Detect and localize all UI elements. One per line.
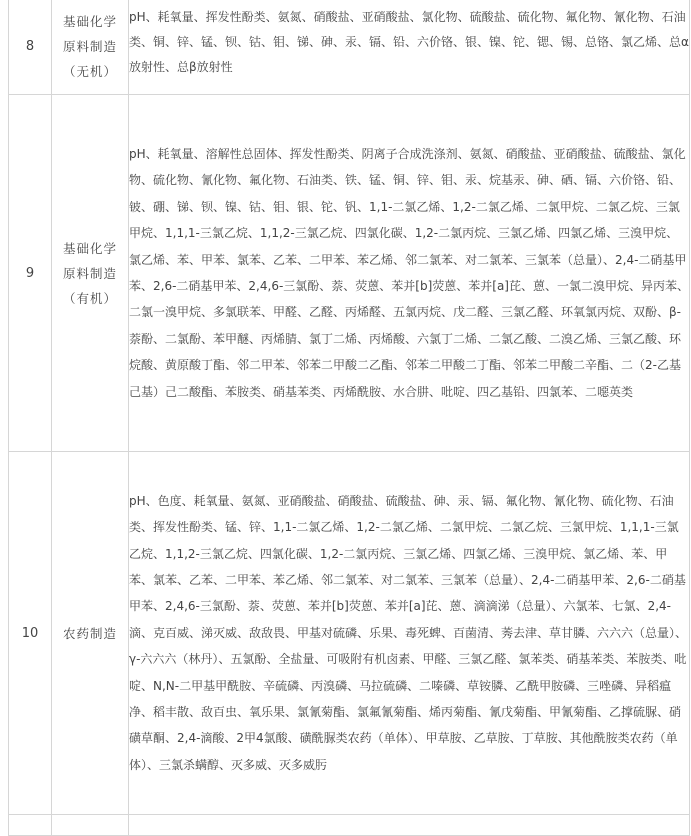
table-row [9, 815, 690, 836]
category-line: 农药制造 [62, 625, 117, 641]
category-line: （无机） [62, 64, 117, 79]
monitoring-items-table [8, 0, 690, 836]
monitoring-items-empty [129, 815, 690, 836]
category-line: 基础化学 [62, 240, 117, 256]
row-index: 9 [9, 95, 52, 452]
category-line: 原料制造 [62, 265, 117, 281]
row-index: 10 [9, 452, 52, 815]
category-line: （有机） [62, 290, 117, 306]
monitoring-items-text: pH、色度、耗氧量、氨氮、亚硝酸盐、硝酸盐、硫酸盐、砷、汞、镉、氟化物、氰化物、硫化物、石油类、挥发性酚类、锰、锌、1,1-二氯乙烯、1,2-二氯乙烯、二氯甲烷、二氯乙烷、三氯甲烷、1,1,1-三氯乙烷、1,1,2-三氯乙烷、四氯化碳、1,2-二氯丙烷、三氯乙烯、四氯乙烯、三溴甲烷、氯乙烯、苯、甲苯、氯苯、乙苯、二甲苯、苯乙烯、邻二氯苯、对二氯苯、三氯苯（总量）、2,4-二硝基甲苯、2,6-二硝基甲苯、2,4,6-三氯酚、萘、荧蒽、苯并[b]荧蒽、苯并[a]芘、蒽、滴滴涕（总量）、六氯苯、七氯、2,4-滴、克百威、涕灭威、敌敌畏、甲基对硫磷、乐果、毒死蜱、百菌清、莠去津、草甘膦、六六六（总量）、γ-六六六（林丹）、五氯酚、全盐量、可吸附有机卤素、甲醛、三氯乙醛、氯苯类、硝基苯类、苯胺类、吡啶、N,N-二甲基甲酰胺、辛硫磷、丙溴磷、马拉硫磷、二嗪磷、草铵膦、乙酰甲胺磷、三唑磷、异稻瘟净、稻丰散、敌百虫、氧乐果、氯氰菊酯、氯氟氰菊酯、烯丙菊酯、氰戊菊酯、甲氰菊酯、乙撑硫脲、硝磺草酮、2,4-滴酸、2甲4氯酸、磺酰脲类农药（单体）、甲草胺、乙草胺、丁草胺、其他酰胺类农药（单体）、三氯杀螨醇、灭多威、灭多威肟 [129, 493, 688, 772]
monitoring-items-text: pH、耗氧量、溶解性总固体、挥发性酚类、阴离子合成洗涤剂、氨氮、硝酸盐、亚硝酸盐、硫酸盐、氯化物、硫化物、氰化物、氟化物、石油类、铁、锰、铜、锌、钼、汞、烷基汞、砷、硒、镉、六价铬、铅、铍、硼、锑、钡、镍、钴、钼、银、铊、钒、1,1-二氯乙烯、1,2-二氯乙烯、二氯甲烷、二氯乙烷、三氯甲烷、1,1,1-三氯乙烷、1,1,2-三氯乙烷、四氯化碳、1,2-二氯丙烷、三氯乙烯、四氯乙烯、三溴甲烷、氯乙烯、苯、甲苯、氯苯、乙苯、二甲苯、苯乙烯、邻二氯苯、对二氯苯、三氯苯（总量）、2,4-二硝基甲苯、2,6-二硝基甲苯、2,4,6-三氯酚、萘、荧蒽、苯并[b]荧蒽、苯并[a]芘、蒽、一氯二溴甲烷、异丙苯、二氯一溴甲烷、多氯联苯、甲醛、乙醛、丙烯醛、五氯丙烷、戊二醛、三氯乙醛、环氧氯丙烷、双酚、β-萘酚、二氯酚、苯甲醚、丙烯腈、氯丁二烯、丙烯酸、六氯丁二烯、二氯乙酸、二溴乙烯、三氯乙酸、环烷酸、黄原酸丁酯、邻二甲苯、邻苯二甲酸二乙酯、邻苯二甲酸二丁酯、邻苯二甲酸二辛酯、二（2-乙基己基）己二酸酯、苯胺类、硝基苯类、丙烯酰胺、水合肼、吡啶、四乙基铅、四氯苯、二噁英类 [129, 146, 689, 399]
category-line: 基础化学 [62, 14, 117, 29]
monitoring-items [129, 95, 690, 452]
monitoring-items [129, 452, 690, 815]
industry-category [52, 0, 129, 95]
category-line: 原料制造 [62, 39, 117, 54]
table-row [9, 0, 690, 95]
industry-category-empty [52, 815, 129, 836]
row-index-empty [9, 815, 52, 836]
industry-category [52, 452, 129, 815]
monitoring-items-text: pH、耗氧量、挥发性酚类、氨氮、硝酸盐、亚硝酸盐、氯化物、硫酸盐、硫化物、氟化物、氰化物、石油类、铜、锌、锰、钡、钴、钼、锑、砷、汞、镉、铅、六价铬、银、镍、铊、锶、锡、总铬、氯乙烯、总α放射性、总β放射性 [129, 10, 689, 74]
table-row [9, 95, 690, 452]
industry-category [52, 95, 129, 452]
row-index: 8 [9, 0, 52, 95]
table-row [9, 452, 690, 815]
monitoring-items [129, 0, 690, 95]
